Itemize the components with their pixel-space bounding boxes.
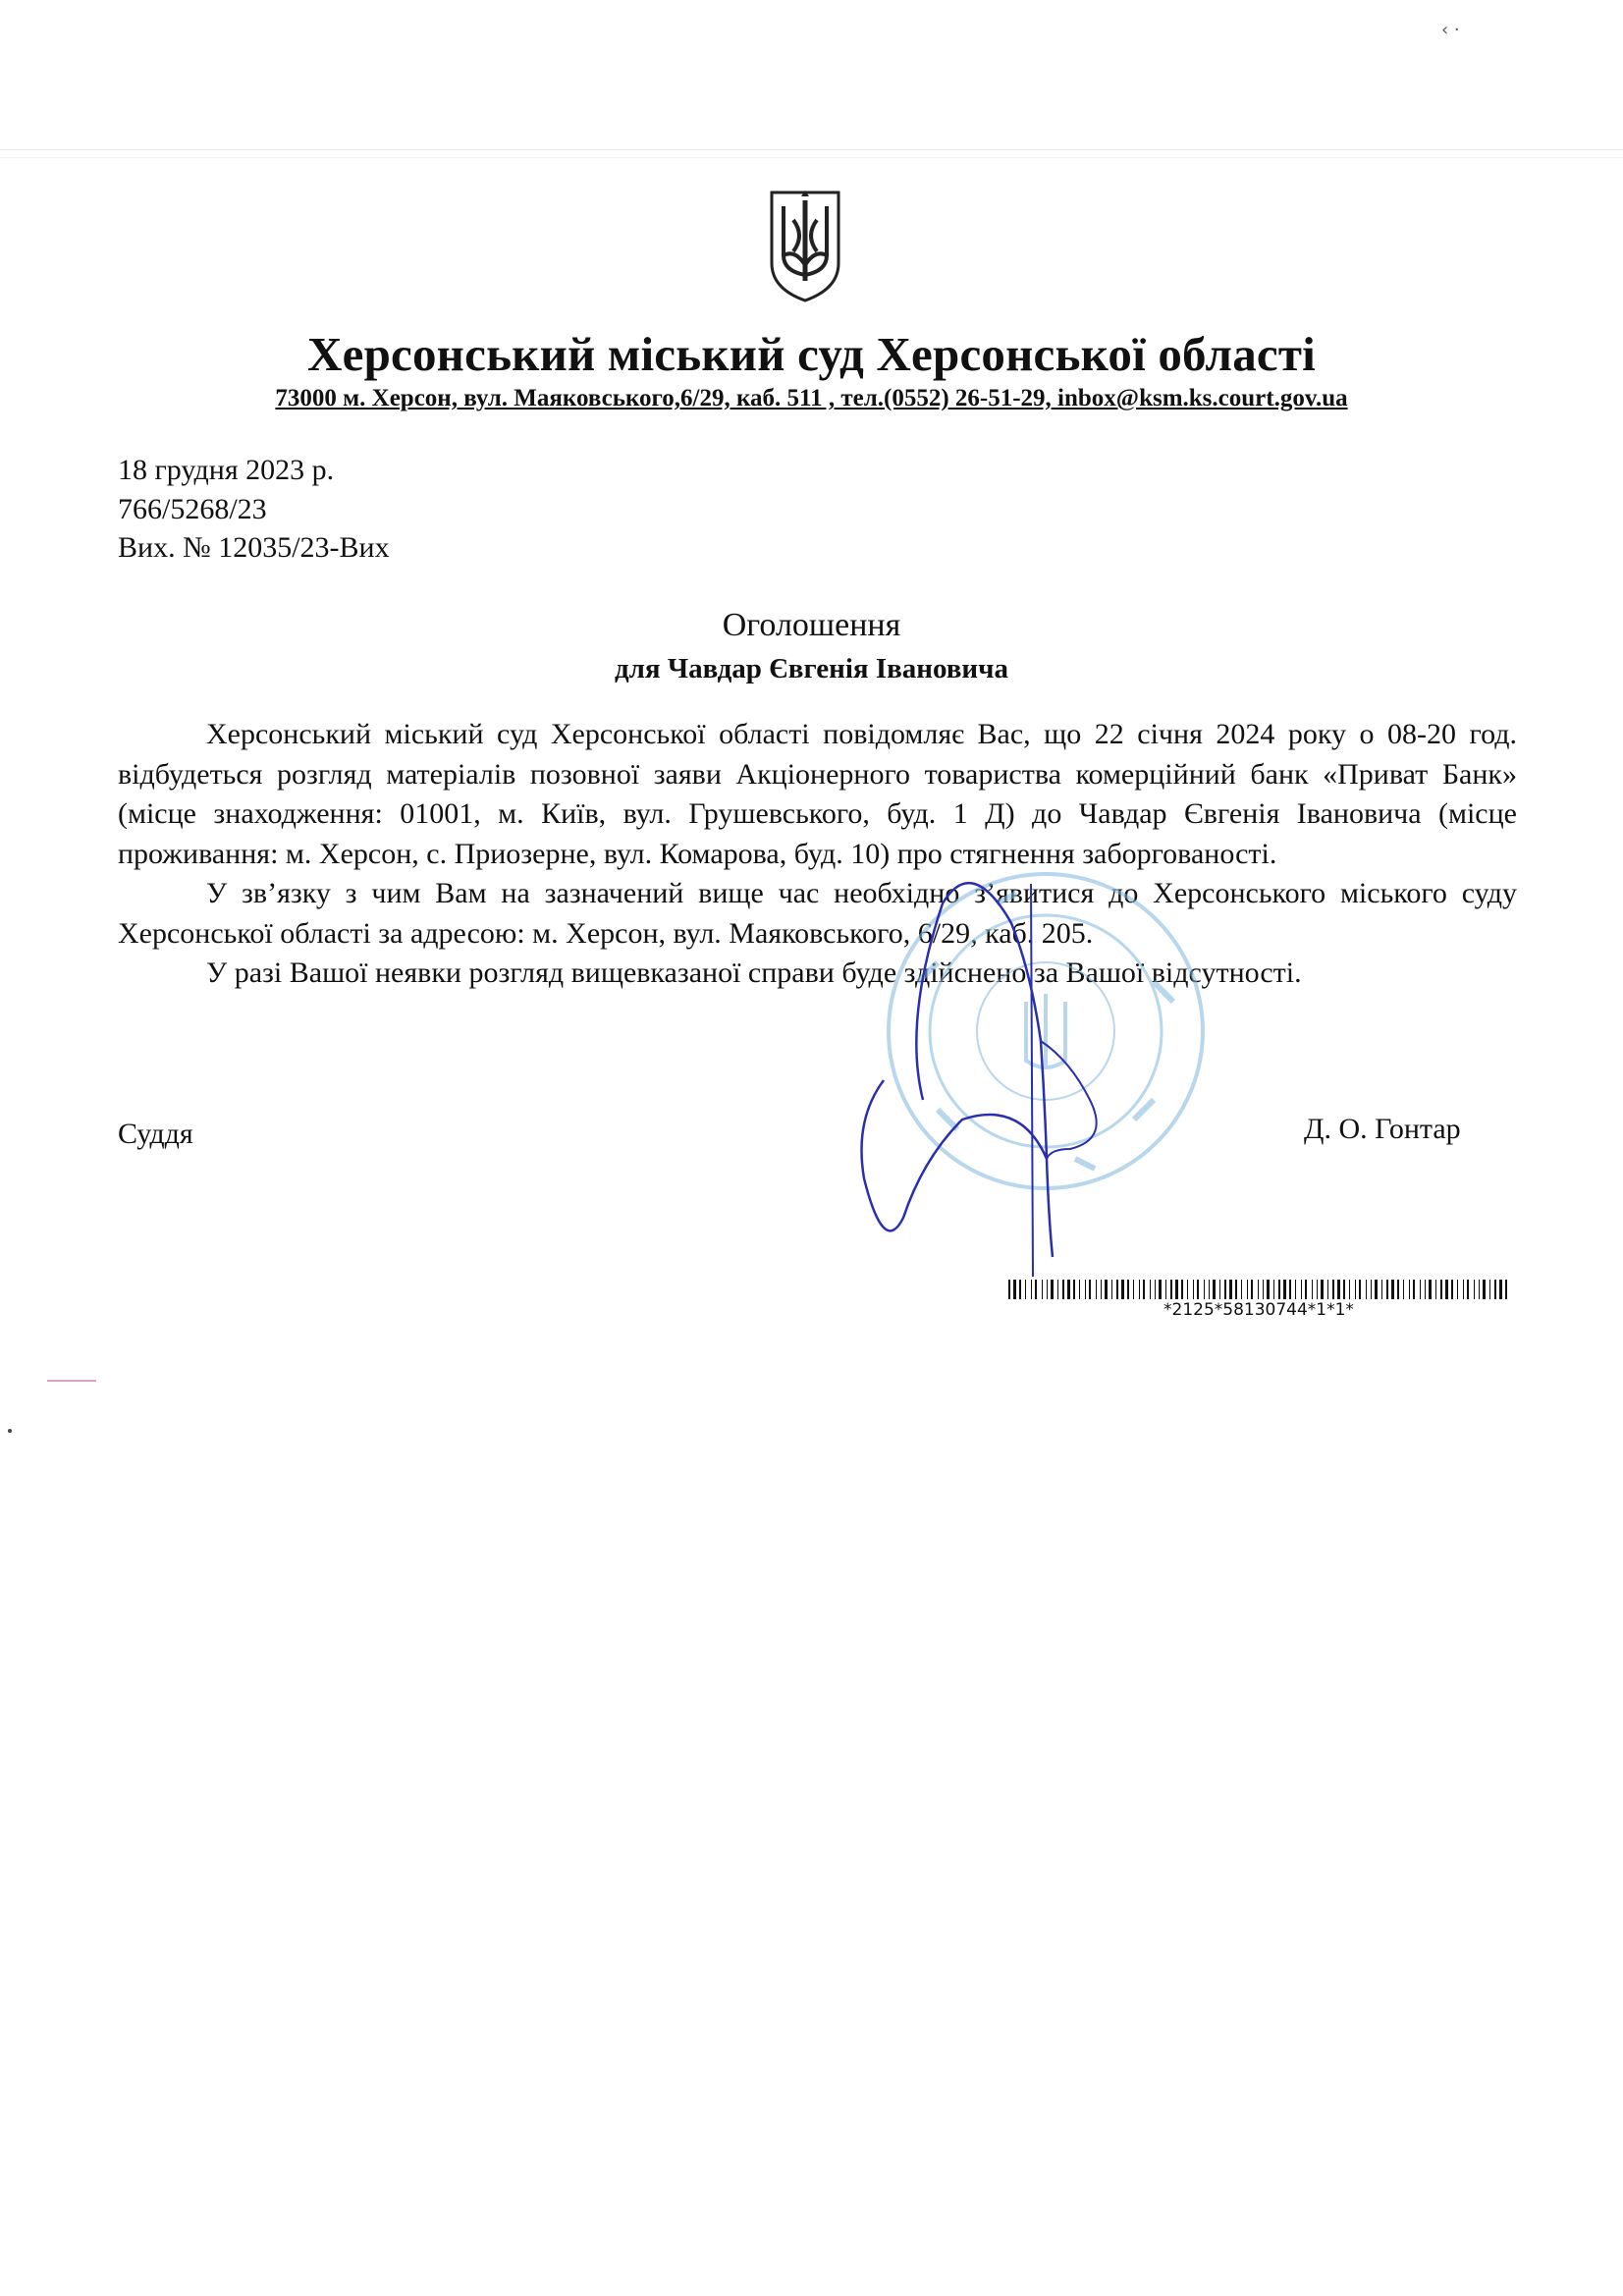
barcode-bar	[1170, 1280, 1172, 1299]
barcode-bar	[1474, 1280, 1475, 1299]
barcode-bar	[1062, 1280, 1064, 1299]
barcode-bar	[1175, 1280, 1178, 1299]
barcode-bar	[1505, 1280, 1507, 1299]
barcode-bar	[1499, 1280, 1502, 1299]
barcode-bar	[1025, 1280, 1026, 1299]
barcode-bar	[1143, 1280, 1145, 1299]
scan-fold-line	[0, 157, 1623, 158]
barcode-bar	[1332, 1280, 1334, 1299]
barcode-bar	[1159, 1280, 1162, 1299]
barcode-bar	[1403, 1280, 1404, 1299]
barcode-bar	[1420, 1280, 1421, 1299]
barcode-bar	[1008, 1280, 1010, 1299]
barcode-bar	[1121, 1280, 1124, 1299]
barcode-bar	[1267, 1280, 1270, 1299]
barcode-bar	[1278, 1280, 1280, 1299]
signature-role: Суддя	[118, 1118, 193, 1150]
barcode-bar	[1327, 1280, 1328, 1299]
barcode-bar	[1013, 1280, 1016, 1299]
outgoing-number: Вих. № 12035/23-Вих	[118, 531, 390, 564]
document-date: 18 грудня 2023 р.	[118, 454, 335, 486]
barcode-bar	[1337, 1280, 1340, 1299]
judge-signature	[844, 864, 1257, 1296]
barcode-bar	[1133, 1280, 1134, 1299]
barcode-bar	[1321, 1280, 1324, 1299]
barcode-text: *2125*58130744*1*1*	[1163, 1300, 1354, 1320]
scan-fold-line	[0, 149, 1623, 150]
barcode-bar	[1229, 1280, 1232, 1299]
barcode-bar	[1155, 1280, 1156, 1299]
barcode-bar	[1429, 1280, 1432, 1299]
court-address: 73000 м. Херсон, вул. Маяковського,6/29, каб. 511 , тел.(0552) 26-51-29, inbox@ksm.ks.court.gov.ua	[275, 385, 1348, 411]
barcode-bar	[1435, 1280, 1436, 1299]
barcode-bar	[1101, 1280, 1102, 1299]
barcode-bar	[1301, 1280, 1302, 1299]
barcode-bar	[1181, 1280, 1183, 1299]
barcode-bar	[1413, 1280, 1415, 1299]
barcode-bar	[1031, 1280, 1032, 1299]
barcode-bar	[1381, 1280, 1382, 1299]
barcode-bar	[1116, 1280, 1118, 1299]
barcode-bar	[1111, 1280, 1112, 1299]
barcode-bar	[1343, 1280, 1345, 1299]
barcode-bar	[1047, 1280, 1048, 1299]
barcode-bar	[1127, 1280, 1129, 1299]
barcode-bar	[1451, 1280, 1453, 1299]
barcode-bar	[1241, 1280, 1242, 1299]
barcode-bar	[1073, 1280, 1075, 1299]
court-name: Херсонський міський суд Херсонської області	[307, 327, 1316, 381]
barcode-bar	[1479, 1280, 1480, 1299]
barcode-bar	[1247, 1280, 1248, 1299]
barcode-bar	[1219, 1280, 1220, 1299]
barcode-bar	[1355, 1280, 1356, 1299]
barcode-bar	[1371, 1280, 1372, 1299]
barcode-bar	[1366, 1280, 1367, 1299]
barcode-bar	[1489, 1280, 1490, 1299]
barcode-bar	[1085, 1280, 1086, 1299]
barcode-bar	[1375, 1280, 1378, 1299]
barcode-bar	[1224, 1280, 1226, 1299]
barcode-bar	[1051, 1280, 1054, 1299]
barcode-bar	[1089, 1280, 1091, 1299]
barcode-bar	[1193, 1280, 1194, 1299]
barcode-bar	[1019, 1280, 1021, 1299]
barcode-bar	[1463, 1280, 1464, 1299]
barcode-bar	[1035, 1280, 1037, 1299]
barcode-bar	[1263, 1280, 1264, 1299]
barcode-bar	[1386, 1280, 1388, 1299]
signature-name: Д. О. Гонтар	[1304, 1113, 1461, 1145]
barcode-bar	[1067, 1280, 1070, 1299]
barcode-bar	[1187, 1280, 1188, 1299]
barcode-bar	[1213, 1280, 1216, 1299]
barcode-bar	[1397, 1280, 1399, 1299]
barcode-bar	[1289, 1280, 1291, 1299]
barcode-bar	[1409, 1280, 1410, 1299]
barcode-bar	[1139, 1280, 1140, 1299]
barcode-bar	[1273, 1280, 1274, 1299]
barcode-bar	[1305, 1280, 1307, 1299]
barcode-bar	[1209, 1280, 1210, 1299]
barcode-bar	[1445, 1280, 1448, 1299]
barcode-bar	[1457, 1280, 1458, 1299]
barcode-bar	[1258, 1280, 1259, 1299]
barcode-bar	[1105, 1280, 1108, 1299]
barcode-bar	[1251, 1280, 1253, 1299]
barcode-bar	[1235, 1280, 1237, 1299]
scan-speck: ‹ ·	[1441, 20, 1460, 40]
barcode-bar	[1150, 1280, 1151, 1299]
body-paragraph: Херсонський міський суд Херсонської області повідомляє Вас, що 22 січня 2024 року о 08-20 год. відбудеться розгляд матеріалів позовної заяви Акціонерного товариства комерційний банк «Приват Банк» (місце знаходження: 01001, м. Київ, вул. Грушевського, буд. 1 Д) до Чавдар Євгенія Івановича (місце проживання: м. Херсон, с. Приозерне, вул. Комарова, буд. 10) про стягнення заборгованості.	[118, 718, 1517, 870]
barcode-bar	[1467, 1280, 1469, 1299]
barcode-bar	[1317, 1280, 1318, 1299]
barcode-bar	[1483, 1280, 1486, 1299]
barcode-bar	[1204, 1280, 1205, 1299]
barcode-bar	[1057, 1280, 1058, 1299]
body-paragraph: У зв’язку з чим Вам на зазначений вище час необхідно з’явитися до Херсонського міського суду Херсонської області за адресою: м. Херсон, вул. Маяковського, 6/29, каб. 205.	[118, 877, 1517, 950]
notice-addressee: для Чавдар Євгенія Івановича	[614, 653, 1008, 684]
barcode-bar	[1359, 1280, 1361, 1299]
barcode-bar	[1440, 1280, 1442, 1299]
barcode-bar	[1425, 1280, 1426, 1299]
barcode-bar	[1349, 1280, 1350, 1299]
scan-speck	[47, 1380, 96, 1382]
notice-title: Оголошення	[722, 607, 901, 643]
barcode-bar	[1165, 1280, 1166, 1299]
coat-of-arms-icon	[766, 187, 844, 304]
case-number: 766/5268/23	[118, 493, 267, 525]
barcode-bar	[1295, 1280, 1296, 1299]
body-paragraph: У разі Вашої неявки розгляд вищевказаної справи буде здійснено за Вашої відсутності.	[206, 957, 1302, 989]
scan-speck	[8, 1429, 12, 1433]
barcode-bar	[1197, 1280, 1199, 1299]
document-barcode	[1008, 1280, 1511, 1299]
barcode-bar	[1042, 1280, 1043, 1299]
notice-body	[118, 715, 1517, 994]
barcode-bar	[1079, 1280, 1080, 1299]
barcode-bar	[1283, 1280, 1286, 1299]
barcode-bar	[1494, 1280, 1496, 1299]
barcode-bar	[1096, 1280, 1097, 1299]
barcode-bar	[1391, 1280, 1394, 1299]
barcode-bar	[1312, 1280, 1313, 1299]
